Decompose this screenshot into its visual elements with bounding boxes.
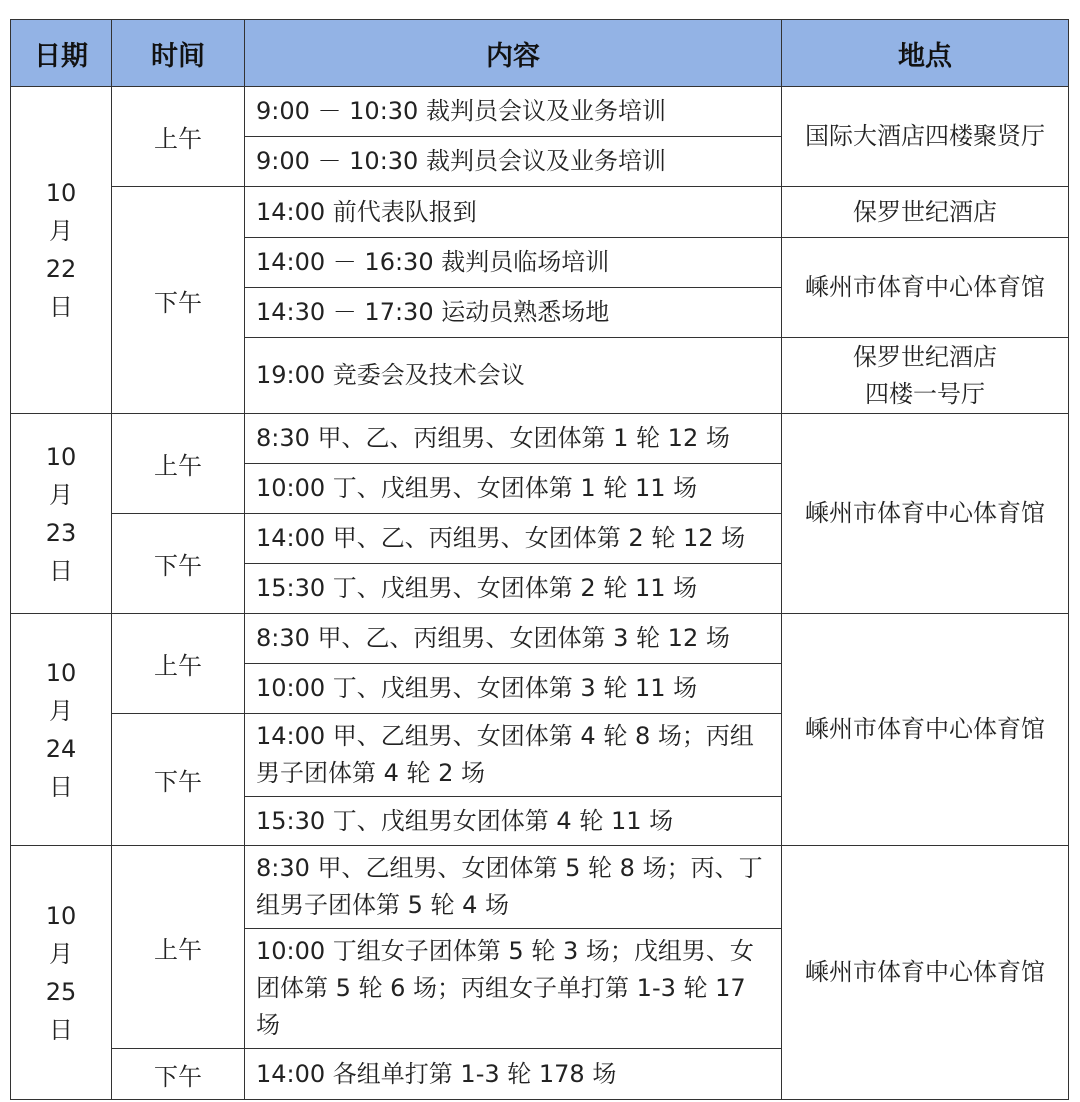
header-time: 时间 (112, 20, 245, 87)
header-content: 内容 (245, 20, 782, 87)
period-cell: 下午 (112, 187, 245, 414)
table-row (11, 614, 1069, 664)
content-cell: 14:00 甲、乙、丙组男、女团体第 2 轮 12 场 (245, 514, 782, 564)
content-cell: 15:30 丁、戊组男、女团体第 2 轮 11 场 (245, 564, 782, 614)
content-cell: 14:00 － 16:30 裁判员临场培训 (245, 238, 782, 288)
place-cell: 保罗世纪酒店 (782, 187, 1069, 238)
place-cell (782, 338, 1069, 414)
content-cell: 8:30 甲、乙、丙组男、女团体第 1 轮 12 场 (245, 414, 782, 464)
table-row (11, 846, 1069, 929)
content-cell: 8:30 甲、乙组男、女团体第 5 轮 8 场；丙、丁组男子团体第 5 轮 4 场 (245, 846, 782, 929)
period-cell: 上午 (112, 614, 245, 714)
period-cell: 上午 (112, 87, 245, 187)
place-cell: 嵊州市体育中心体育馆 (782, 614, 1069, 846)
date-cell: 10 月 23 日 (11, 414, 112, 614)
date-cell: 10 月 22 日 (11, 87, 112, 414)
place-cell: 国际大酒店四楼聚贤厅 (782, 87, 1069, 187)
header-place: 地点 (782, 20, 1069, 87)
place-cell: 嵊州市体育中心体育馆 (782, 238, 1069, 338)
place-cell: 嵊州市体育中心体育馆 (782, 846, 1069, 1100)
date-cell: 10 月 25 日 (11, 846, 112, 1100)
period-cell: 上午 (112, 846, 245, 1049)
content-cell: 10:00 丁、戊组男、女团体第 1 轮 11 场 (245, 464, 782, 514)
content-cell: 14:30 － 17:30 运动员熟悉场地 (245, 288, 782, 338)
period-cell: 下午 (112, 714, 245, 846)
place-line: 四楼一号厅 (865, 379, 985, 408)
content-cell: 15:30 丁、戊组男女团体第 4 轮 11 场 (245, 797, 782, 846)
place-cell: 嵊州市体育中心体育馆 (782, 414, 1069, 614)
content-cell: 19:00 竞委会及技术会议 (245, 338, 782, 414)
content-cell: 9:00 － 10:30 裁判员会议及业务培训 (245, 137, 782, 187)
header-date: 日期 (11, 20, 112, 87)
content-cell: 10:00 丁、戊组男、女团体第 3 轮 11 场 (245, 664, 782, 714)
content-cell: 8:30 甲、乙、丙组男、女团体第 3 轮 12 场 (245, 614, 782, 664)
place-line: 保罗世纪酒店 (853, 342, 997, 371)
header-row (11, 20, 1069, 87)
period-cell: 下午 (112, 514, 245, 614)
table-row (11, 187, 1069, 238)
schedule-table (10, 19, 1069, 1100)
content-cell: 9:00 － 10:30 裁判员会议及业务培训 (245, 87, 782, 137)
table-row (11, 87, 1069, 137)
content-cell: 14:00 各组单打第 1-3 轮 178 场 (245, 1049, 782, 1100)
table-row (11, 414, 1069, 464)
content-cell: 14:00 甲、乙组男、女团体第 4 轮 8 场；丙组男子团体第 4 轮 2 场 (245, 714, 782, 797)
date-cell: 10 月 24 日 (11, 614, 112, 846)
content-cell: 14:00 前代表队报到 (245, 187, 782, 238)
period-cell: 下午 (112, 1049, 245, 1100)
content-cell: 10:00 丁组女子团体第 5 轮 3 场；戊组男、女团体第 5 轮 6 场；丙组女子单打第 1-3 轮 17 场 (245, 929, 782, 1049)
period-cell: 上午 (112, 414, 245, 514)
